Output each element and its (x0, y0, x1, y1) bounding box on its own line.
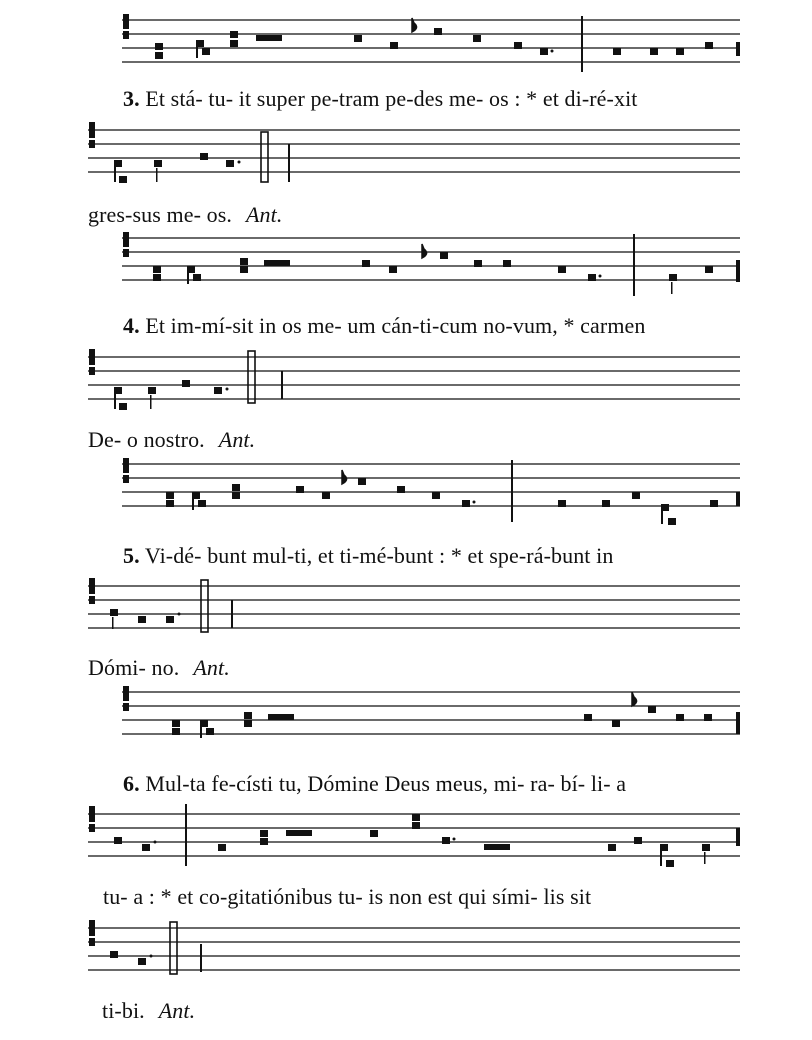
verse-text: Vi-dé- bunt mul-ti, et ti-mé-bunt : * et spe-rá-bunt in (144, 543, 614, 568)
verse-text: Dómi- no. (88, 655, 180, 680)
verse-number: 6. (123, 771, 140, 796)
verse-4-line-1 (123, 313, 646, 339)
antiphon-marker: Ant. (193, 655, 230, 680)
staff-8 (88, 802, 740, 872)
staff-9 (88, 916, 740, 986)
staff-5 (122, 458, 740, 530)
antiphon-marker: Ant. (218, 427, 256, 452)
verse-text: tu- a : * et co-gitatiónibus tu- is non est qui sími- lis sit (103, 884, 592, 909)
verse-number: 3. (123, 86, 140, 111)
staff-7 (122, 686, 740, 754)
flat-sign-icon (422, 244, 427, 258)
staff-2 (88, 118, 740, 188)
c-clef-icon (123, 458, 129, 483)
verse-6-line-1 (123, 771, 626, 797)
verse-number: 5. (123, 543, 140, 568)
verse-5-line-1 (123, 543, 613, 569)
staff-3 (122, 232, 740, 300)
antiphon-marker: Ant. (158, 998, 196, 1023)
verse-text: Mul-ta fe-císti tu, Dómine Deus meus, mi- ra- bí- li- a (145, 771, 627, 796)
c-clef-icon (89, 920, 95, 946)
c-clef-icon (123, 14, 129, 39)
antiphon-marker: Ant. (245, 202, 283, 227)
staff-4 (88, 345, 740, 417)
c-clef-icon (89, 122, 95, 148)
verse-6-line-2 (103, 884, 591, 910)
verse-number: 4. (123, 313, 140, 338)
verse-text: Et im-mí-sit in os me- um cán-ti-cum no-vum, * carmen (145, 313, 646, 338)
verse-text: Et stá- tu- it super pe-tram pe-des me- os : * et di-ré-xit (145, 86, 638, 111)
c-clef-icon (123, 232, 129, 257)
verse-3-line-2 (88, 202, 282, 228)
c-clef-icon (123, 686, 129, 711)
verse-3-line-1 (123, 86, 638, 112)
verse-text: ti-bi. (102, 998, 145, 1023)
staff-6 (88, 574, 740, 646)
verse-6-line-3 (102, 998, 195, 1024)
verse-5-line-2 (88, 655, 230, 681)
c-clef-icon (89, 349, 95, 375)
verse-text: De- o nostro. (88, 427, 205, 452)
c-clef-icon (89, 806, 95, 832)
c-clef-icon (89, 578, 95, 604)
verse-text: gres-sus me- os. (88, 202, 232, 227)
flat-sign-icon (342, 470, 347, 484)
flat-sign-icon (632, 692, 637, 706)
staff-1 (122, 14, 740, 76)
verse-4-line-2 (88, 427, 255, 453)
